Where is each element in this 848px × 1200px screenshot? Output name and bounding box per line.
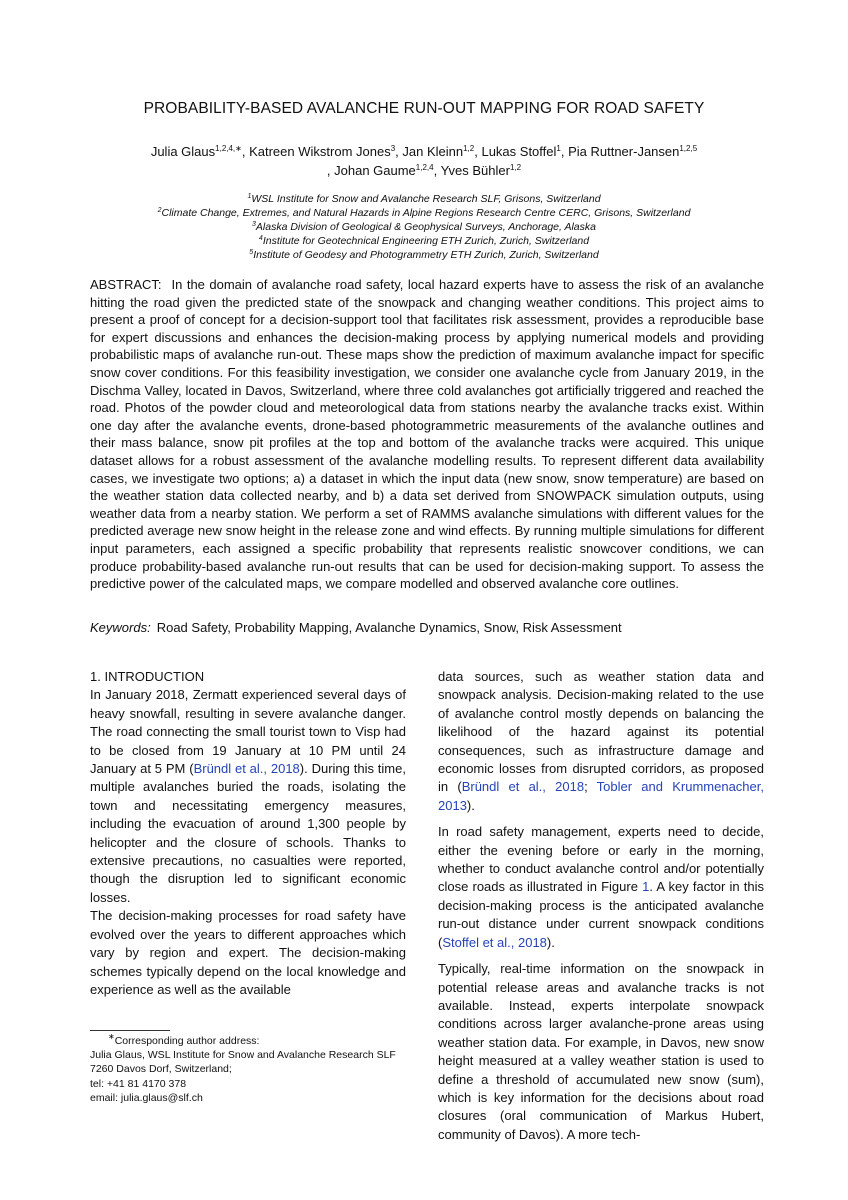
- author-affil-sup: 1,2,4: [415, 163, 434, 172]
- text-run: data sources, such as weather station data and snowpack analysis. Decision-making related to the use of avalanche control mostly depends on balancing the likelihood of the hazard against its potential consequences, such as infrastructure damage and economic losses from disrupted corridors, as proposed in (: [438, 669, 764, 795]
- affiliation-list: [80, 192, 768, 262]
- text-run: ). During this time, multiple avalanches buried the roads, isolating the town and necessitating emergency measures, including the evacuation of around 1,300 people by helicopter and the closure of schools. Thanks to extensive precautions, no casualties were reported, though the disruption led to significant economic losses.: [90, 761, 406, 905]
- right-column: [438, 668, 764, 1144]
- section-heading: 1. INTRODUCTION: [90, 669, 205, 684]
- footnote-marker: ∗: [108, 1032, 115, 1041]
- affiliation-sup: 3: [252, 221, 256, 228]
- affiliation-text: Institute for Geotechnical Engineering ETH Zurich, Zurich, Switzerland: [262, 235, 590, 247]
- citation-link[interactable]: Stoffel et al., 2018: [442, 934, 547, 950]
- left-column: [90, 668, 406, 999]
- footnote-line: Julia Glaus, WSL Institute for Snow and Avalanche Research SLF: [90, 1049, 396, 1062]
- footnote: [90, 1030, 406, 1105]
- paper-title: PROBABILITY-BASED AVALANCHE RUN-OUT MAPPING FOR ROAD SAFETY: [143, 100, 705, 117]
- author-affil-sup: 1,2,4,∗: [215, 144, 242, 153]
- text-run: ;: [584, 779, 597, 795]
- figure-link[interactable]: 1: [642, 879, 650, 895]
- text-run: In January 2018, Zermatt experienced several days of heavy snowfall, resulting in severe avalanche danger. The road connecting the small tourist town to Visp had to be closed from 19 January at 10 PM until 24 January at 5 PM (: [90, 687, 406, 777]
- affiliation-text: Institute of Geodesy and Photogrammetry ETH Zurich, Zurich, Switzerland: [253, 249, 599, 261]
- footnote-email: email: julia.glaus@slf.ch: [90, 1091, 203, 1104]
- affiliation-text: Climate Change, Extremes, and Natural Hazards in Alpine Regions Research Centre CERC, Grisons, Switzerland: [161, 207, 691, 219]
- author-list: Julia Glaus$^{1,2,4,∗}$, Katreen Wikstrom Jones$^3$, Jan Kleinn$^{1,2}$, Lukas Stoffel$^1$, Pia Ruttner-Jansen$^{1,2,5}$ , Johan Gaume$^{1,2,4}$, Yves Bühler$^{1,2}$: [150, 144, 698, 178]
- citation-link[interactable]: Bründl et al., 2018: [193, 761, 300, 777]
- author-affil-sup: 3: [390, 144, 396, 153]
- affiliation-line: [80, 220, 768, 234]
- text-run: ).: [546, 934, 555, 950]
- footnote-text: Corresponding author address:: [114, 1035, 260, 1047]
- author-affil-sup: 1,2,5: [679, 144, 698, 153]
- intro-paragraph-2: The decision-making processes for road safety have evolved over the years to different approaches which vary by region and expert. The decision-making schemes typically depend on the local knowledge and experience as well as the available: [90, 908, 406, 997]
- text-run: . A key factor in this decision-making process is the anticipated avalanche run-out distance under current snowpack conditions (: [438, 879, 765, 950]
- author-name: Pia Ruttner-Jansen: [568, 144, 680, 159]
- affiliation-sup: 4: [258, 235, 263, 242]
- abstract-text: In the domain of avalanche road safety, local hazard experts have to assess the risk of an avalanche hitting the road given the predicted state of the snowpack and changing weather conditions. This project aims to present a proof of concept for a decision-support tool that facilitates risk assessment, provides a reproducible base for expert discussions and enhances the decision-making process by applying numerical models and providing probabilistic maps of avalanche run-out. These maps show the prediction of maximum avalanche impact for specific snow cover conditions. For this feasibility investigation, we consider one avalanche cycle from January 2019, in the Dischma Valley, located in Davos, Switzerland, where three cold avalanches got artificially triggered and reached the road. Photos of the powder cloud and meteorological data from stations nearby the avalanche tracks exist. Within one day after the avalanche events, drone-based photogrammetric measurements of the avalanche outlines and their mass balance, snow pit profiles at the top and bottom of the avalanche tracks were acquired. This unique dataset allows for a robust assessment of the avalanche modelling results. To represent different data availability cases, we investigate two options; a) a dataset in which the input data (new snow, snow temperature) are based on the weather station data collected nearby, and b) a data set derived from SNOWPACK simulation outputs, using weather data from a nearby station. We perform a set of RAMMS avalanche simulations with different values for the predicted average new snow height in the release zone and wind effects. By running multiple simulations for different input parameters, each assigned a specific probability that represents realistic snowcover conditions, we can produce probability-based avalanche run-out results that can be used for decision-making support. To assess the predictive power of the calculated maps, we compare modelled and observed avalanche core outlines.: [90, 277, 764, 592]
- author-affil-sup: 1,2: [463, 144, 475, 153]
- abstract: [90, 276, 764, 593]
- footnote-line: tel: +41 81 4170 378: [90, 1077, 187, 1090]
- footnote-line: 7260 Davos Dorf, Switzerland;: [90, 1063, 232, 1076]
- citation-link[interactable]: Bründl et al., 2018: [461, 779, 585, 795]
- affiliation-line: [80, 192, 768, 206]
- intro-paragraph-1: [90, 686, 406, 907]
- affiliation-line: [80, 234, 768, 248]
- author-name: Katreen Wikstrom Jones: [249, 144, 391, 159]
- citation-link[interactable]: Tobler and Krummenacher, 2013: [438, 779, 764, 813]
- affiliation-line: [80, 248, 768, 262]
- keywords: [90, 619, 764, 636]
- text-run: In road safety management, experts need to decide, either the evening before or early in the morning, whether to conduct avalanche control and/or potentially close roads as illustrated in Figure: [438, 824, 764, 895]
- intro-paragraph-3: [438, 823, 764, 952]
- intro-paragraph-4: Typically, real-time information on the snowpack in potential release areas and avalanche tracks is not available. Instead, experts interpolate snowpack conditions across larger avalanche-prone areas using weather station data. For example, in Davos, new snow height measured at a valley weather station is used to define a threshold of accumulated new snow (sum), which is key information for the decisions about road closures (oral communication of Markus Hubert, community of Davos). A more tech-: [438, 961, 764, 1142]
- affiliation-line: [80, 206, 768, 220]
- affiliation-sup: 1: [247, 193, 252, 200]
- author-name: Yves Bühler: [440, 163, 510, 178]
- author-affil-sup: 1: [556, 144, 561, 153]
- author-name: Jan Kleinn: [402, 144, 464, 159]
- author-affil-sup: 1,2: [509, 163, 522, 172]
- keywords-text: Road Safety, Probability Mapping, Avalanche Dynamics, Snow, Risk Assessment: [156, 620, 622, 635]
- abstract-label: ABSTRACT:: [90, 277, 162, 292]
- affiliation-sup: 5: [249, 249, 254, 256]
- author-name: Johan Gaume: [334, 163, 416, 178]
- intro-paragraph-2-cont: [438, 668, 764, 815]
- footnote-line: [90, 1034, 406, 1048]
- affiliation-sup: 2: [157, 207, 162, 214]
- affiliation-text: WSL Institute for Snow and Avalanche Research SLF, Grisons, Switzerland: [251, 193, 601, 205]
- footnote-rule: [90, 1030, 170, 1031]
- keywords-label: Keywords:: [90, 620, 151, 635]
- author-name: Julia Glaus: [150, 144, 216, 159]
- author-name: Lukas Stoffel: [481, 144, 557, 159]
- affiliation-text: Alaska Division of Geological & Geophysical Surveys, Anchorage, Alaska: [255, 221, 596, 233]
- text-run: ).: [466, 797, 475, 813]
